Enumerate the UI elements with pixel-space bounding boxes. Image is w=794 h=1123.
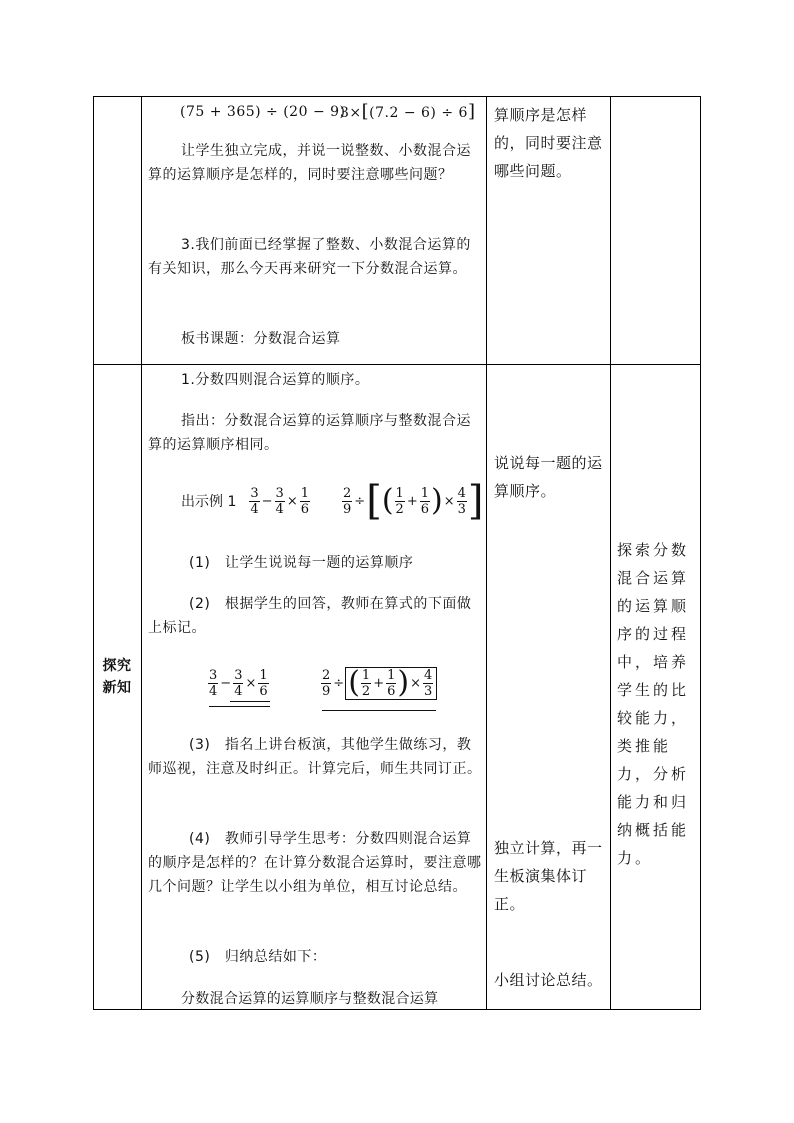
fraction-f: $\frac{1}{2}$ — [395, 485, 404, 517]
marked-fraction-c: $\frac{1}{6}$ — [259, 667, 268, 699]
student-activity-3: 小组讨论总结。 — [494, 971, 603, 989]
column-divider-2 — [486, 97, 487, 1009]
student-activity-1: 说说每一题的运算顺序。 — [494, 454, 603, 500]
expression-2: 3×[(7.2 − 6) ÷ 6] — [340, 101, 476, 122]
step-1: (1) 让学生说说每一题的运算顺序 — [189, 555, 414, 571]
board-title: 板书课题：分数混合运算 — [181, 331, 341, 347]
stage-label — [94, 655, 140, 699]
fraction-h: $\frac{4}{3}$ — [457, 485, 466, 517]
fraction-a: $\frac{3}{4}$ — [250, 485, 259, 517]
item-1-title: 1.分数四则混合运算的顺序。 — [181, 372, 370, 388]
marked-fraction-g: $\frac{1}{6}$ — [387, 667, 396, 699]
marked-fraction-h: $\frac{4}{3}$ — [424, 667, 433, 699]
expression-2-inner: (7.2 − 6) ÷ 6 — [369, 105, 468, 121]
fraction-g: $\frac{1}{6}$ — [420, 485, 429, 517]
example-label: 出示例 1 — [181, 494, 237, 510]
fraction-e: $\frac{2}{9}$ — [343, 485, 352, 517]
step-4: (4) 教师引导学生思考：分数四则混合运算的顺序是怎样的？在计算分数混合运算时，要注意哪几个问题？让学生以小组为单位，相互讨论总结。 — [148, 831, 482, 895]
student-activity-top: 算顺序是怎样的，同时要注意哪些问题。 — [494, 106, 603, 180]
step-5: (5) 归纳总结如下： — [189, 949, 327, 965]
student-activity-2: 独立计算，再一生板演集体订正。 — [494, 839, 603, 913]
paragraph-review: 3.我们前面已经掌握了整数、小数混合运算的有关知识，那么今天再来研究一下分数混合运算。 — [148, 237, 471, 277]
order-mark-multiply — [230, 701, 270, 702]
fraction-b: $\frac{3}{4}$ — [275, 485, 284, 517]
summary-line: 分数混合运算的运算顺序与整数混合运算 — [181, 991, 439, 1007]
expression-1: (75 + 365) ÷ (20 − 9) — [180, 104, 346, 120]
paragraph-discuss: 让学生独立完成，并说一说整数、小数混合运算的运算顺序是怎样的，同时要注意哪些问题？ — [148, 143, 471, 183]
stage-label-line2: 新知 — [102, 680, 132, 696]
fraction-c: $\frac{1}{6}$ — [300, 485, 310, 517]
example-1: 出示例 1 $\frac{3}{4}$ − $\frac{3}{4}$ × $\frac{1}{6}$ $\frac{2}{9}$ ÷ [ ( $\frac{1}{2}$ + $\frac{1}{6}$ ) × $\frac{4}{3}$ ] — [181, 478, 484, 524]
marked-fraction-a: $\frac{3}{4}$ — [209, 667, 218, 699]
bracket-box: ( $\frac{1}{2}$ + $\frac{1}{6}$ ) × $\frac{4}{3}$ — [345, 667, 437, 700]
marked-expression-1: $\frac{3}{4}$ − $\frac{3}{4}$ × $\frac{1}{6}$ — [209, 667, 268, 699]
order-mark-divide — [322, 710, 436, 711]
step-2: (2) 根据学生的回答，教师在算式的下面做上标记。 — [148, 596, 472, 636]
marked-fraction-e: $\frac{2}{9}$ — [322, 667, 331, 699]
order-mark-subtract — [209, 706, 270, 707]
marked-expression-2: $\frac{2}{9}$ ÷ ( $\frac{1}{2}$ + $\frac{1}{6}$ ) × $\frac{4}{3}$ — [320, 658, 437, 708]
design-intent: 探索分数混合运算的运算顺序的过程中，培养学生的比较能力，类推能力，分析能力和归纳概括能力。 — [617, 541, 690, 867]
row-divider — [94, 364, 700, 365]
column-divider-3 — [610, 97, 611, 1009]
marked-fraction-f: $\frac{1}{2}$ — [361, 667, 371, 699]
stage-label-line1: 探究 — [102, 658, 132, 674]
point-paragraph: 指出：分数混合运算的运算顺序与整数混合运算的运算顺序相同。 — [148, 413, 471, 453]
step-3: (3) 指名上讲台板演，其他学生做练习，教师巡视，注意及时纠正。计算完后，师生共同订正。 — [148, 737, 482, 777]
column-divider-1 — [141, 97, 142, 1009]
marked-fraction-b: $\frac{3}{4}$ — [234, 667, 243, 699]
expression-2-prefix: 3× — [340, 105, 362, 121]
